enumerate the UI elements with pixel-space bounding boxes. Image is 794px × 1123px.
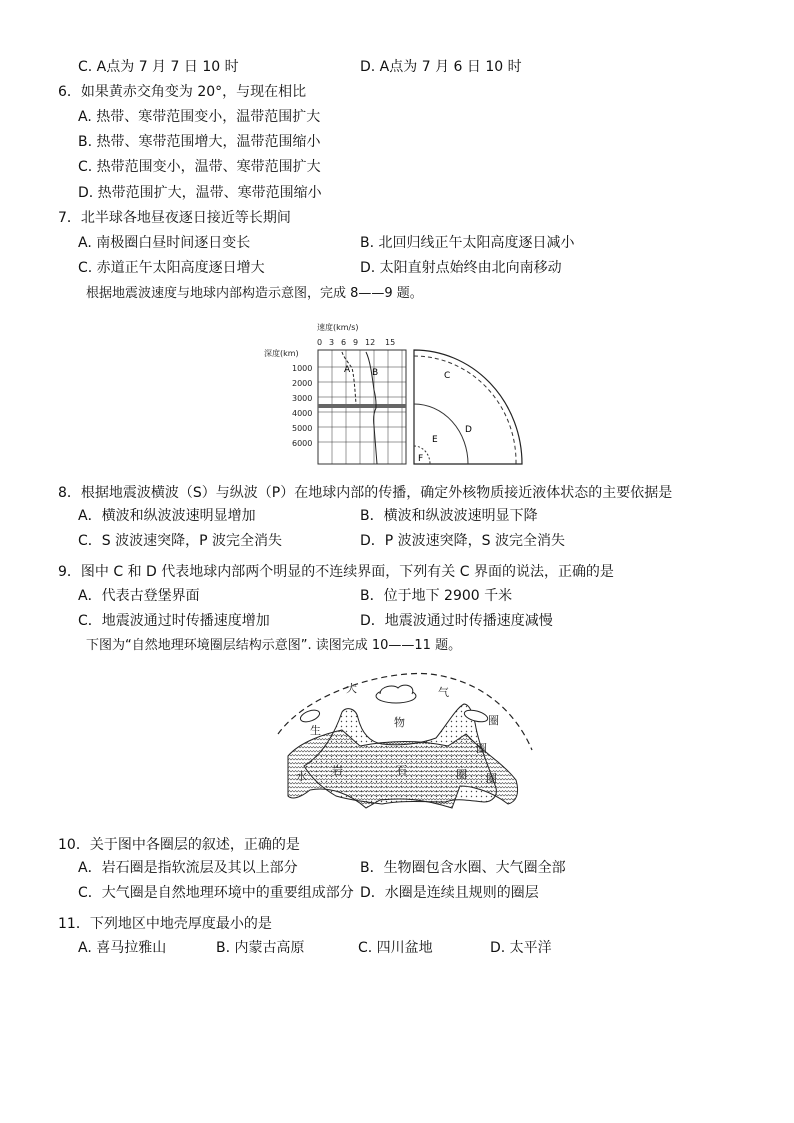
speed-tick-12: 12 [365,338,376,347]
q9-option-c: C．地震波通过时传播速度增加 [78,613,270,629]
q7-option-c: C. 赤道正午太阳高度逐日增大 [78,260,265,276]
q8-option-d: D．P 波波速突降，S 波完全消失 [360,533,566,549]
depth-tick-5000: 5000 [292,424,313,433]
q11-stem: 11．下列地区中地壳厚度最小的是 [58,916,272,932]
biosphere-char-2: 物 [394,716,405,729]
depth-tick-3000: 3000 [292,394,313,403]
intro-8-9: 根据地震波速度与地球内部构造示意图，完成 8——9 题。 [86,286,423,301]
q7-option-a: A. 南极圈白昼时间逐日变长 [78,235,251,251]
q5-option-c: C. A点为 7 月 7 日 10 时 [78,59,239,75]
q11-option-a: A. 喜马拉雅山 [78,940,167,956]
spheres-figure [270,670,536,822]
q10-option-a: A．岩石圈是指软流层及其以上部分 [78,860,298,876]
depth-tick-1000: 1000 [292,364,313,373]
speed-tick-15: 15 [385,338,396,347]
q10-option-b: B．生物圈包含水圈、大气圈全部 [360,860,566,876]
depth-axis-label: 深度(km) [264,349,299,358]
speed-axis-label: 速度(km/s) [317,323,359,332]
q8-stem: 8．根据地震波横波（S）与纵波（P）在地球内部的传播，确定外核物质接近液体状态的主要依据是 [58,485,673,501]
q7-stem: 7．北半球各地昼夜逐日接近等长期间 [58,210,291,226]
layer-f-label: F [418,454,424,464]
q7-option-d: D. 太阳直射点始终由北向南移动 [360,260,562,276]
speed-tick-6: 6 [341,338,347,347]
q6-option-b: B. 热带、寒带范围增大，温带范围缩小 [78,134,321,150]
layer-d-label: D [465,425,472,435]
speed-tick-9: 9 [353,338,359,347]
q8-option-a: A．横波和纵波波速明显增加 [78,508,256,524]
q9-option-b: B．位于地下 2900 千米 [360,588,513,604]
speed-tick-3: 3 [329,338,335,347]
biosphere-char-1: 生 [310,724,321,737]
q11-option-b: B. 内蒙古高原 [216,940,305,956]
q9-option-d: D．地震波通过时传播速度减慢 [360,613,553,629]
q6-option-c: C. 热带范围变小，温带、寒带范围扩大 [78,159,321,175]
q5-option-d: D. A点为 7 月 6 日 10 时 [360,59,522,75]
layer-e-label: E [432,435,438,445]
lithosphere-char-2: 石 [396,764,407,777]
q10-stem: 10．关于图中各圈层的叙述，正确的是 [58,837,300,853]
seismic-wave-figure [262,320,530,470]
q10-option-d: D．水圈是连续且规则的圈层 [360,885,539,901]
circle-char-right-1: 圈 [488,714,499,727]
circle-char-right-2: 圈 [486,772,497,785]
speed-tick-0: 0 [317,338,323,347]
q6-stem: 6．如果黄赤交角变为 20°，与现在相比 [58,84,307,100]
biosphere-char-3: 圈 [476,742,487,755]
curve-b-label: B [372,368,379,378]
q11-option-d: D. 太平洋 [490,940,552,956]
q10-option-c: C．大气圈是自然地理环境中的重要组成部分 [78,885,354,901]
q6-option-d: D. 热带范围扩大，温带、寒带范围缩小 [78,185,322,201]
q7-option-b: B. 北回归线正午太阳高度逐日减小 [360,235,575,251]
q8-option-b: B．横波和纵波波速明显下降 [360,508,538,524]
q9-stem: 9．图中 C 和 D 代表地球内部两个明显的不连续界面，下列有关 C 界面的说法，正确的是 [58,564,614,580]
q8-option-c: C．S 波波速突降，P 波完全消失 [78,533,283,549]
layer-c-label: C [444,371,451,381]
atmosphere-char-2: 气 [438,686,449,699]
intro-10-11: 下图为“自然地理环境圈层结构示意图”. 读图完成 10——11 题。 [86,638,462,653]
hydrosphere-char: 水 [296,770,307,783]
q9-option-a: A．代表古登堡界面 [78,588,200,604]
lithosphere-char-1: 岩 [332,764,343,777]
atmosphere-char-1: 大 [346,682,357,695]
q6-option-a: A. 热带、寒带范围变小，温带范围扩大 [78,109,321,125]
depth-tick-4000: 4000 [292,409,313,418]
lithosphere-char-3: 圈 [456,768,467,781]
q11-option-c: C. 四川盆地 [358,940,433,956]
depth-tick-2000: 2000 [292,379,313,388]
curve-a-label: A [344,365,351,375]
depth-tick-6000: 6000 [292,439,313,448]
